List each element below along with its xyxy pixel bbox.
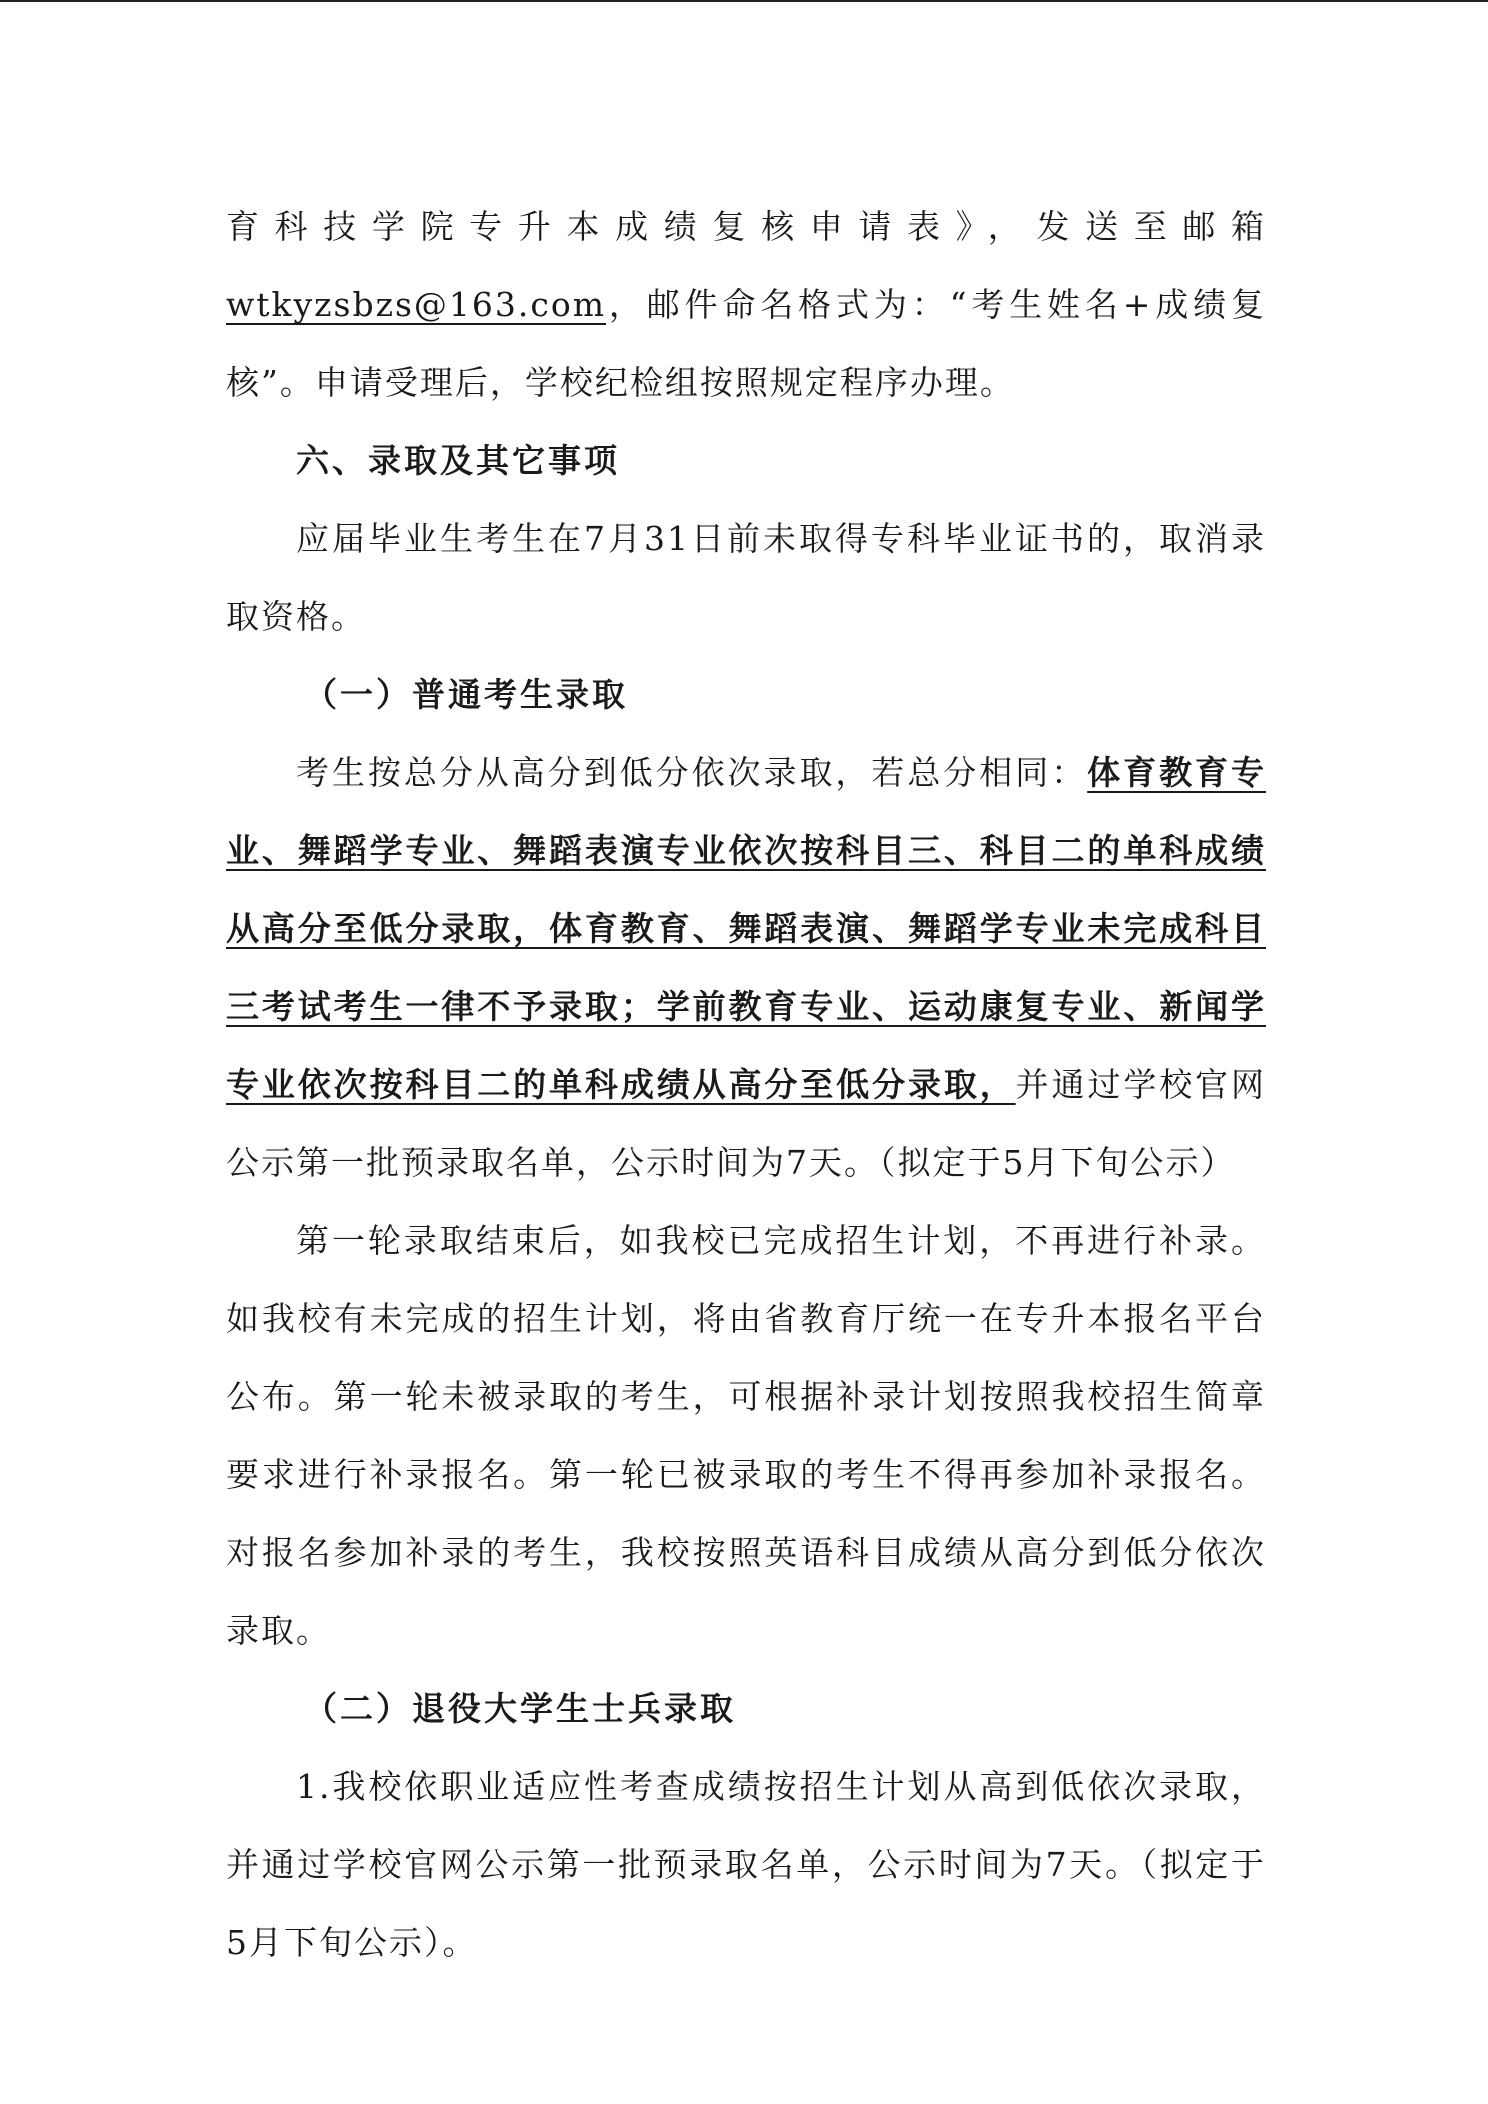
subsection-heading-regular: （一）普通考生录取 <box>304 675 628 714</box>
paragraph-regular-admission <box>226 734 1266 1202</box>
page-top-border <box>0 0 1488 2</box>
paragraph-text: ，邮件命名格式为：“考生姓名+成绩复核”。申请受理后，学校纪检组按照规定程序办理。 <box>226 285 1266 402</box>
paragraph-supplementary-admission: 第一轮录取结束后，如我校已完成招生计划，不再进行补录。如我校有未完成的招生计划，将由省教育厅统一在专升本报名平台公布。第一轮未被录取的考生，可根据补录计划按照我校招生简章要求进行补录报名。第一轮已被录取的考生不得再参加补录报名。对报名参加补录的考生，我校按照英语科目成绩从高分到低分依次录取。 <box>226 1221 1266 1650</box>
emphasized-rules: 体育教育专业、舞蹈学专业、舞蹈表演专业依次按科目三、科目二的单科成绩从高分至低分录取，体育教育、舞蹈表演、舞蹈学专业未完成科目三考试考生一律不予录取；学前教育专业、运动康复专业、新闻学专业依次按科目二的单科成绩从高分至低分录取， <box>226 753 1267 1104</box>
paragraph-veteran-admission: 1.我校依职业适应性考查成绩按招生计划从高到低依次录取，并通过学校官网公示第一批预录取名单，公示时间为7天。（拟定于5月下旬公示）。 <box>226 1767 1266 1962</box>
paragraph-text: 并通过学校官网公示第一批预录取名单，公示时间为7天。（拟定于5月下旬公示） <box>226 1065 1267 1182</box>
paragraph-text: 考生按总分从高分到低分依次录取，若总分相同： <box>296 753 1088 792</box>
paragraph-graduation-requirement: 应届毕业生考生在7月31日前未取得专科毕业证书的，取消录取资格。 <box>226 519 1266 636</box>
subsection-heading-veterans: （二）退役大学生士兵录取 <box>304 1689 736 1728</box>
paragraph-review-application <box>226 188 1266 422</box>
email-link[interactable]: wtkyzsbzs@163.com <box>226 285 607 324</box>
document-body <box>226 188 1266 1982</box>
section-heading-admission: 六、录取及其它事项 <box>296 441 620 480</box>
paragraph-text: 育科技学院专升本成绩复核申请表》，发送至邮箱 <box>226 207 1266 246</box>
